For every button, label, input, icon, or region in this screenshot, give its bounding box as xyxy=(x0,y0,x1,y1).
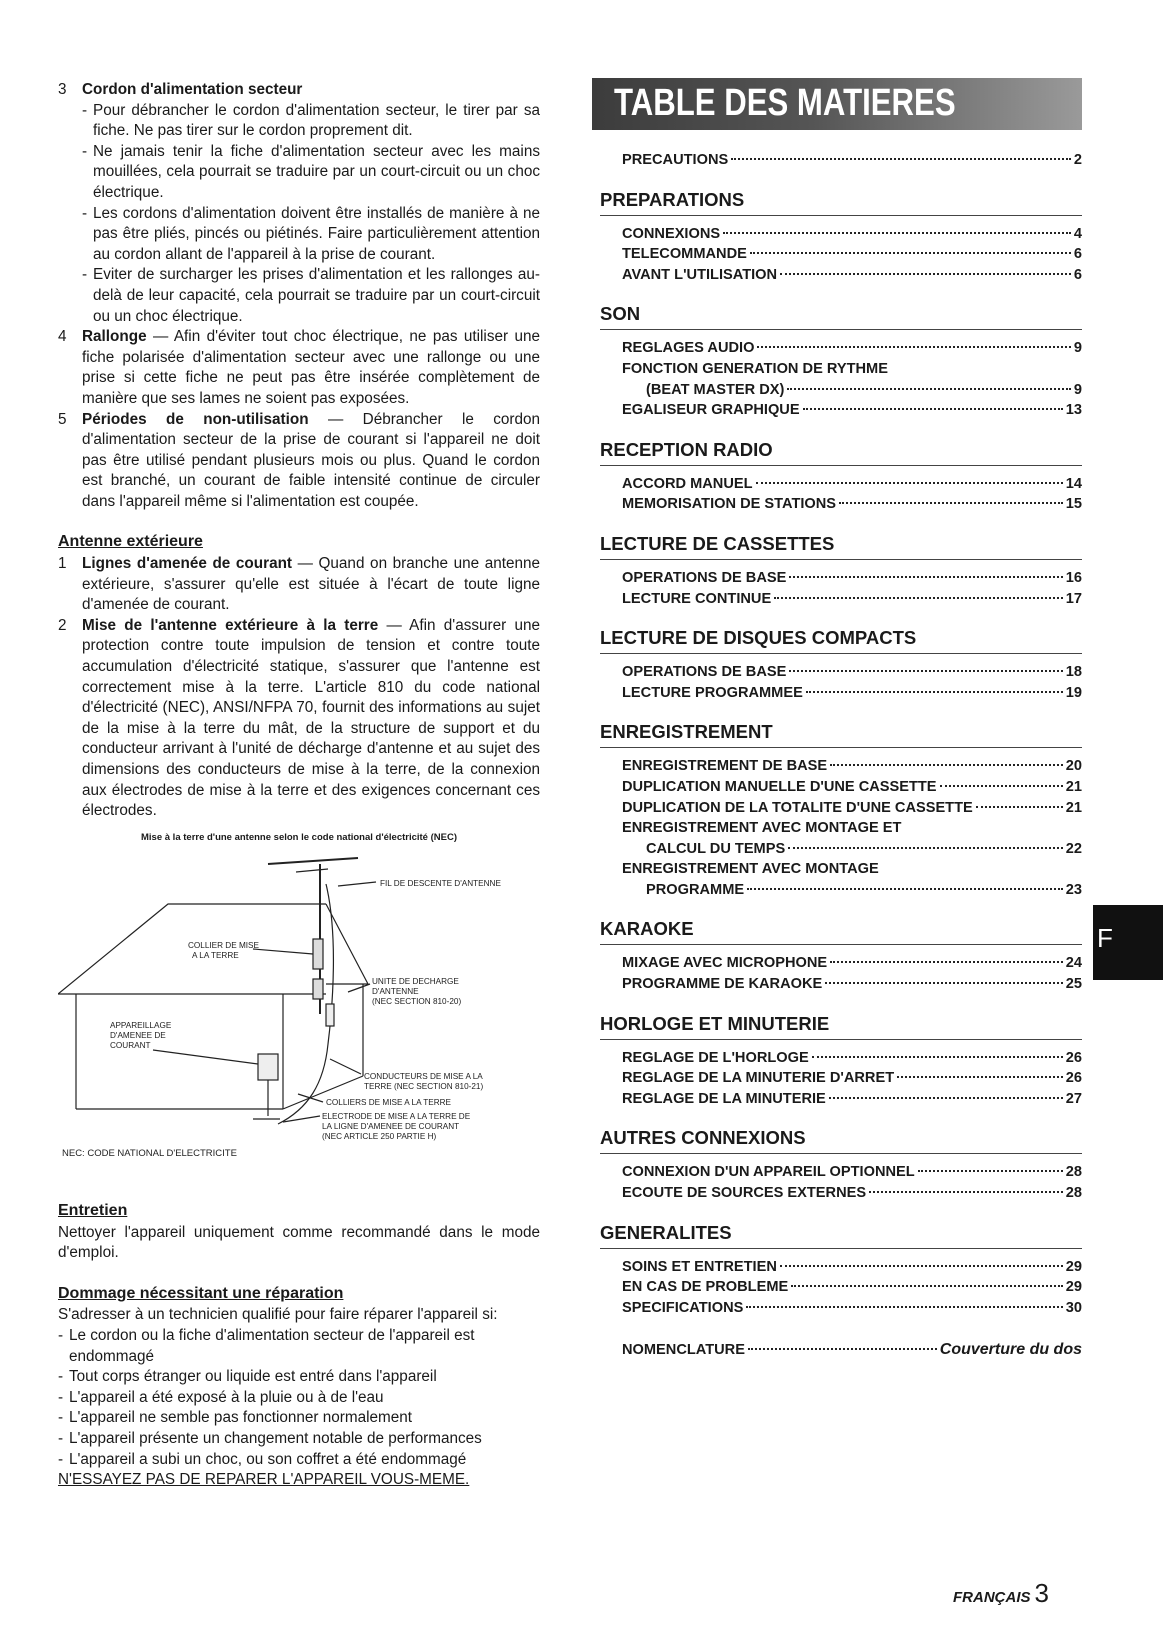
toc-page: Couverture du dos xyxy=(939,1341,1082,1359)
toc-page: 6 xyxy=(1073,246,1082,263)
language-tab-letter: F xyxy=(1097,923,1113,953)
toc-page: 9 xyxy=(1073,381,1082,398)
toc-page: 13 xyxy=(1065,402,1082,419)
antenna-grounding-diagram xyxy=(58,854,540,1184)
toc-section-list xyxy=(622,662,1082,703)
toc-page: 26 xyxy=(1065,1049,1082,1066)
toc-leader xyxy=(897,1076,1063,1078)
toc-leader xyxy=(789,670,1062,672)
toc-label: FONCTION GENERATION DE RYTHME xyxy=(622,360,888,377)
label-unite-3: (NEC SECTION 810-20) xyxy=(372,997,462,1007)
toc-row[interactable] xyxy=(622,589,1082,610)
item-text: — Débrancher le cordon d'alimentation secteur de la prise de courant si l'appareil ne doit pas être utilisé pendant plusieurs mois ou plus. Quand le cordon est branché, un courant de faible intensité continue de circuler dans l'appareil même si l'alimentation est coupée. xyxy=(82,410,541,510)
toc-section-heading: GENERALITES xyxy=(600,1222,1082,1249)
label-app-2: D'AMENEE DE xyxy=(110,1031,166,1041)
toc-row[interactable] xyxy=(622,224,1082,245)
item-text: — Quand on branche une antenne extérieure, s'assurer qu'elle est située à l'écart de toute ligne d'amenée de courant. xyxy=(82,555,540,614)
toc-leader xyxy=(723,232,1071,234)
toc-section-list xyxy=(622,224,1082,286)
toc-label: LECTURE PROGRAMMEE xyxy=(622,684,803,701)
footer-language: FRANÇAIS xyxy=(953,1589,1031,1606)
toc-leader xyxy=(869,1191,1063,1193)
toc-row[interactable] xyxy=(622,568,1082,589)
toc-section-heading: AUTRES CONNEXIONS xyxy=(600,1127,1082,1154)
toc-page: 28 xyxy=(1065,1164,1082,1181)
item-number: 4 xyxy=(58,328,67,346)
toc-leader xyxy=(830,961,1063,963)
label-elec-2: LA LIGNE D'AMENEE DE COURANT xyxy=(322,1122,460,1132)
toc-label: OPERATIONS DE BASE xyxy=(622,664,787,681)
warning-text: N'ESSAYEZ PAS DE REPARER L'APPAREIL VOUS-MEME. xyxy=(58,1471,470,1489)
page-number: 3 xyxy=(1034,1578,1049,1608)
toc-page: 30 xyxy=(1065,1299,1082,1316)
label-collier-2: A LA TERRE xyxy=(192,951,239,961)
toc-row[interactable] xyxy=(622,1183,1082,1204)
roof-ridge xyxy=(326,904,368,984)
toc-label: LECTURE CONTINUE xyxy=(622,590,772,607)
dommage-bullet: - Tout corps étranger ou liquide est entré dans l'appareil xyxy=(58,1367,540,1388)
toc-leader xyxy=(940,785,1063,787)
toc-row[interactable] xyxy=(622,359,1082,380)
label-app-1: APPAREILLAGE xyxy=(110,1021,172,1031)
toc-label: SPECIFICATIONS xyxy=(622,1299,744,1316)
toc-label: DUPLICATION DE LA TOTALITE D'UNE CASSETTE xyxy=(622,799,973,816)
dommage-bullet: - L'appareil a subi un choc, ou son coffret a été endommagé xyxy=(58,1450,540,1471)
toc-row[interactable] xyxy=(622,1048,1082,1069)
toc-row[interactable] xyxy=(622,662,1082,683)
toc-section-heading: LECTURE DE DISQUES COMPACTS xyxy=(600,627,1082,654)
table-of-contents xyxy=(592,78,1082,1361)
toc-page: 28 xyxy=(1065,1185,1082,1202)
toc-row[interactable] xyxy=(622,880,1082,901)
toc-page: 21 xyxy=(1065,799,1082,816)
toc-page: 9 xyxy=(1073,340,1082,357)
toc-leader xyxy=(976,806,1063,808)
toc-page: 21 xyxy=(1065,778,1082,795)
toc-row[interactable] xyxy=(622,338,1082,359)
toc-page: 29 xyxy=(1065,1258,1082,1275)
toc-leader xyxy=(757,346,1070,348)
toc-page: 14 xyxy=(1065,475,1082,492)
toc-leader xyxy=(839,502,1063,504)
item-number: 1 xyxy=(58,555,67,573)
toc-leader xyxy=(748,1348,937,1350)
label-app-3: COURANT xyxy=(110,1041,151,1051)
toc-page: 18 xyxy=(1065,664,1082,681)
label-elec-1: ELECTRODE DE MISE A LA TERRE DE xyxy=(322,1112,471,1122)
antenna-element xyxy=(268,858,358,864)
toc-leader xyxy=(830,764,1063,766)
toc-label: CONNEXIONS xyxy=(622,225,721,242)
toc-row[interactable] xyxy=(622,1277,1082,1298)
toc-row[interactable] xyxy=(622,777,1082,798)
dommage-bullet: - L'appareil présente un changement notable de performances xyxy=(58,1429,540,1450)
toc-leader xyxy=(791,1285,1063,1287)
toc-leader xyxy=(825,982,1063,984)
toc-leader xyxy=(731,158,1071,160)
label-elec-3: (NEC ARTICLE 250 PARTIE H) xyxy=(322,1132,437,1142)
toc-page: 20 xyxy=(1065,758,1082,775)
dommage-bullet: - L'appareil ne semble pas fonctionner normalement xyxy=(58,1408,540,1429)
toc-row[interactable] xyxy=(622,859,1082,880)
toc-label: SOINS ET ENTRETIEN xyxy=(622,1258,777,1275)
toc-leader xyxy=(806,691,1063,693)
toc-label: CONNEXION D'UN APPAREIL OPTIONNEL xyxy=(622,1164,915,1181)
toc-section-list xyxy=(622,953,1082,994)
toc-section-list xyxy=(622,338,1082,420)
toc-row-precautions[interactable] xyxy=(622,150,1082,171)
toc-label: CALCUL DU TEMPS xyxy=(646,840,786,857)
toc-row[interactable] xyxy=(622,953,1082,974)
toc-page: 4 xyxy=(1073,225,1082,242)
toc-page: 29 xyxy=(1065,1279,1082,1296)
toc-row[interactable] xyxy=(622,756,1082,777)
toc-leader xyxy=(829,1097,1063,1099)
toc-label: TELECOMMANDE xyxy=(622,246,747,263)
toc-leader xyxy=(812,1056,1063,1058)
cord-bullet: - Les cordons d'alimentation doivent être installés de manière à ne pas être pliés, pincés ou piétinés. Faire particulièrement attention au cordon allant de l'appareil à la prise de courant. xyxy=(82,204,540,266)
dommage-bullet: - Le cordon ou la fiche d'alimentation secteur de l'appareil est endommagé xyxy=(58,1326,540,1367)
toc-label: ENREGISTREMENT AVEC MONTAGE ET xyxy=(622,820,902,837)
toc-row[interactable] xyxy=(622,244,1082,265)
toc-page: 25 xyxy=(1065,976,1082,993)
toc-label: DUPLICATION MANUELLE D'UNE CASSETTE xyxy=(622,778,937,795)
entretien-text: Nettoyer l'appareil uniquement comme recommandé dans le mode d'emploi. xyxy=(58,1223,540,1262)
label-collier-1: COLLIER DE MISE xyxy=(188,941,259,951)
toc-leader xyxy=(750,252,1071,254)
item-title: Lignes d'amenée de courant xyxy=(82,555,293,573)
nomenclature-list xyxy=(622,1340,1082,1361)
toc-section-heading: KARAOKE xyxy=(600,918,1082,945)
toc-leader xyxy=(788,847,1063,849)
item-text: — Afin d'assurer une protection contre toute impulsion de tension et contre toute accumulation d'électricité statique, s'assurer que l'antenne est correctement mise à la terre. L'article 810 du code national d'électricité (NEC), ANSI/NFPA 70, fournit des informations au sujet de la mise à la terre du mât, de la structure de support et du conducteur arrivant à l'unité de décharge d'antenne et au sujet des dimensions des conducteurs de mise à la terre, de la connexion aux électrodes de mise à la terre et des exigences concernant ces électrodes. xyxy=(82,616,540,820)
toc-page: 2 xyxy=(1073,152,1082,168)
toc-row[interactable] xyxy=(622,474,1082,495)
service-box xyxy=(258,1054,278,1080)
toc-row[interactable] xyxy=(622,1257,1082,1278)
toc-label: ACCORD MANUEL xyxy=(622,475,753,492)
item-number: 3 xyxy=(58,81,67,98)
periodes-item xyxy=(58,410,540,513)
toc-section-list xyxy=(622,474,1082,515)
toc-row[interactable] xyxy=(622,974,1082,995)
toc-section-heading: RECEPTION RADIO xyxy=(600,439,1082,466)
toc-label: AVANT L'UTILISATION xyxy=(622,266,778,283)
toc-section-heading: SON xyxy=(600,303,1082,330)
dommage-bullet: - L'appareil a été exposé à la pluie ou à de l'eau xyxy=(58,1388,540,1409)
label-cond-2: TERRE (NEC SECTION 810-21) xyxy=(364,1082,484,1092)
precautions-list xyxy=(622,150,1082,171)
rallonge-item xyxy=(58,327,540,409)
entretien-heading: Entretien xyxy=(58,1201,128,1219)
downlead-wire xyxy=(278,884,333,1124)
toc-section-heading: ENREGISTREMENT xyxy=(600,721,1082,748)
toc-page: 24 xyxy=(1065,955,1082,972)
toc-row[interactable] xyxy=(622,400,1082,421)
toc-leader xyxy=(787,388,1071,390)
cord-item xyxy=(58,80,540,327)
toc-label: MIXAGE AVEC MICROPHONE xyxy=(622,955,828,972)
toc-section-heading: LECTURE DE CASSETTES xyxy=(600,533,1082,560)
dommage-intro: S'adresser à un technicien qualifié pour faire réparer l'appareil si: xyxy=(58,1306,498,1324)
toc-leader xyxy=(918,1170,1063,1172)
toc-page: 22 xyxy=(1065,840,1082,857)
toc-label: PROGRAMME DE KARAOKE xyxy=(622,976,823,993)
cord-bullet: - Eviter de surcharger les prises d'alimentation et les rallonges au-delà de leur capacité, cela pourrait se traduire par un court-circuit ou un choc électrique. xyxy=(82,265,540,327)
label-unite-1: UNITE DE DECHARGE xyxy=(372,977,459,987)
toc-leader xyxy=(780,1265,1063,1267)
item-text: — Afin d'éviter tout choc électrique, ne pas utiliser une fiche polarisée d'alimentation secteur avec une rallonge ou une prise si cette fiche ne peut pas être insérée complètement de manière que ses lames ne soient pas exposées. xyxy=(82,328,540,407)
toc-row[interactable] xyxy=(622,818,1082,839)
dommage-heading: Dommage nécessitant une réparation xyxy=(58,1284,344,1302)
language-tab xyxy=(1093,905,1163,980)
toc-label: OPERATIONS DE BASE xyxy=(622,569,787,586)
item-title: Périodes de non-utilisation xyxy=(82,410,309,428)
toc-sections xyxy=(592,189,1082,1319)
toc-row[interactable] xyxy=(622,494,1082,515)
toc-page: 6 xyxy=(1073,266,1082,283)
toc-row[interactable] xyxy=(622,1162,1082,1183)
toc-page: 26 xyxy=(1065,1070,1082,1087)
page-footer xyxy=(953,1578,1049,1609)
item-title: Rallonge xyxy=(82,328,147,346)
toc-label: REGLAGES AUDIO xyxy=(622,340,755,357)
toc-section-list xyxy=(622,568,1082,609)
toc-row[interactable] xyxy=(622,683,1082,704)
label-colliers: COLLIERS DE MISE A LA TERRE xyxy=(326,1098,451,1108)
toc-label: EN CAS DE PROBLEME xyxy=(622,1279,789,1296)
item-title: Cordon d'alimentation secteur xyxy=(82,81,303,98)
toc-page: 17 xyxy=(1065,590,1082,607)
toc-label: REGLAGE DE L'HORLOGE xyxy=(622,1049,809,1066)
lignes-item xyxy=(58,554,540,616)
toc-label: MEMORISATION DE STATIONS xyxy=(622,496,837,513)
label-fil: FIL DE DESCENTE D'ANTENNE xyxy=(380,879,501,889)
item-number: 2 xyxy=(58,616,67,634)
toc-row[interactable] xyxy=(622,1089,1082,1110)
toc-label: PRECAUTIONS xyxy=(622,152,729,168)
toc-banner xyxy=(592,78,1082,130)
toc-leader xyxy=(803,408,1063,410)
antenne-heading: Antenne extérieure xyxy=(58,533,203,551)
toc-page: 27 xyxy=(1065,1090,1082,1107)
item-number: 5 xyxy=(58,410,67,428)
toc-row[interactable] xyxy=(622,265,1082,286)
toc-label: (BEAT MASTER DX) xyxy=(646,381,785,398)
toc-row[interactable] xyxy=(622,1068,1082,1089)
cord-bullet: - Pour débrancher le cordon d'alimentation secteur, le tirer par sa fiche. Ne pas tirer sur le cordon proprement dit. xyxy=(82,101,540,142)
toc-label: REGLAGE DE LA MINUTERIE xyxy=(622,1090,826,1107)
toc-title: TABLE DES MATIERES xyxy=(614,82,956,124)
toc-leader xyxy=(756,482,1063,484)
toc-label: PROGRAMME xyxy=(646,881,745,898)
toc-page: 23 xyxy=(1065,881,1082,898)
toc-section-list xyxy=(622,1162,1082,1203)
toc-row[interactable] xyxy=(622,380,1082,401)
toc-leader xyxy=(789,576,1062,578)
toc-label: ENREGISTREMENT AVEC MONTAGE xyxy=(622,861,879,878)
left-column xyxy=(58,80,540,1491)
cord-bullet: - Ne jamais tenir la fiche d'alimentation secteur avec les mains mouillées, cela pourrait se traduire par un court-circuit ou un choc électrique. xyxy=(82,142,540,204)
toc-section-list xyxy=(622,1048,1082,1110)
toc-label: REGLAGE DE LA MINUTERIE D'ARRET xyxy=(622,1070,895,1087)
item-title: Mise de l'antenne extérieure à la terre xyxy=(82,616,379,634)
toc-section-heading: HORLOGE ET MINUTERIE xyxy=(600,1013,1082,1040)
label-unite-2: D'ANTENNE xyxy=(372,987,419,997)
toc-row[interactable] xyxy=(622,839,1082,860)
toc-section-list xyxy=(622,1257,1082,1319)
toc-page: 19 xyxy=(1065,684,1082,701)
toc-section-heading: PREPARATIONS xyxy=(600,189,1082,216)
toc-section-list xyxy=(622,756,1082,900)
toc-leader xyxy=(746,1306,1062,1308)
toc-page: 15 xyxy=(1065,496,1082,513)
toc-label: EGALISEUR GRAPHIQUE xyxy=(622,402,800,419)
toc-label: ECOUTE DE SOURCES EXTERNES xyxy=(622,1185,867,1202)
toc-row[interactable] xyxy=(622,798,1082,819)
toc-leader xyxy=(747,888,1063,890)
diagram-caption: Mise à la terre d'une antenne selon le code national d'électricité (NEC) xyxy=(141,831,457,843)
label-cond-1: CONDUCTEURS DE MISE A LA xyxy=(364,1072,483,1082)
label-nec: NEC: CODE NATIONAL D'ELECTRICITE xyxy=(62,1148,237,1160)
toc-label: NOMENCLATURE xyxy=(622,1342,745,1359)
toc-row-nomenclature[interactable] xyxy=(622,1340,1082,1361)
toc-label: ENREGISTREMENT DE BASE xyxy=(622,758,828,775)
toc-page: 16 xyxy=(1065,569,1082,586)
mise-item xyxy=(58,616,540,822)
toc-row[interactable] xyxy=(622,1298,1082,1319)
toc-leader xyxy=(780,273,1071,275)
toc-leader xyxy=(774,597,1063,599)
